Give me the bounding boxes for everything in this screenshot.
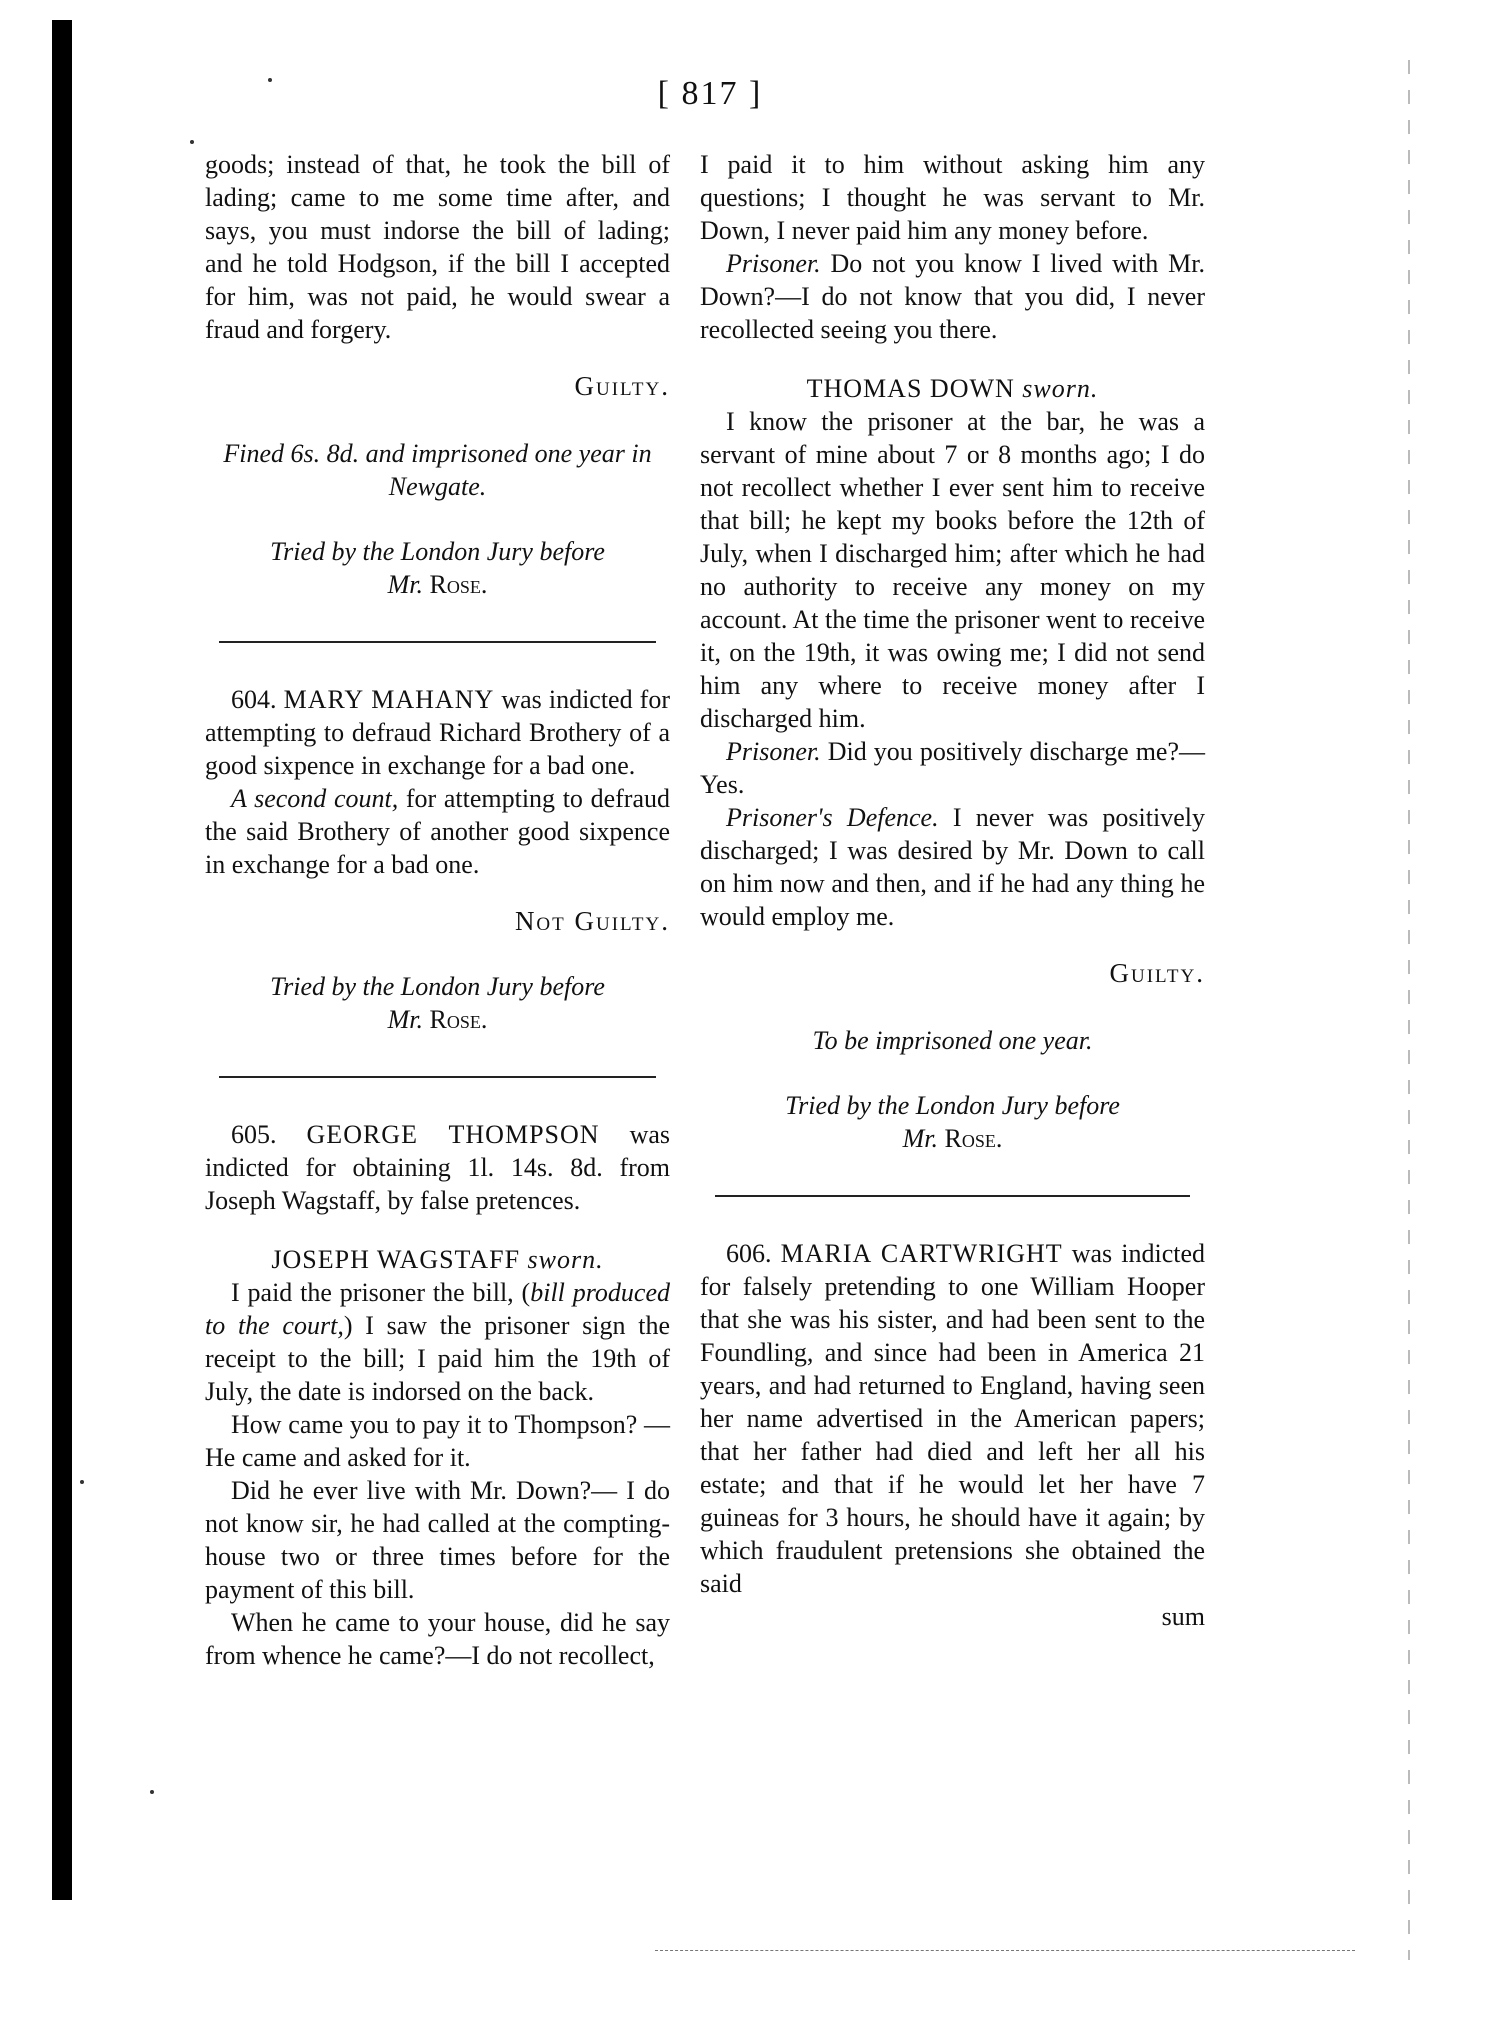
- catchword: sum: [1161, 1602, 1205, 1631]
- testimony-text: ) I saw the prisoner sign the receipt to the bill; I paid him the 19th of July, the date is indorsed on the back.: [205, 1311, 670, 1406]
- defendant-name: MARIA CARTWRIGHT: [780, 1239, 1063, 1268]
- testimony: How came you to pay it to Thompson? —He came and asked for it.: [205, 1410, 670, 1472]
- speaker-label: Prisoner's Defence.: [726, 803, 939, 832]
- right-column: [700, 148, 1205, 1633]
- print-speck: [190, 140, 194, 144]
- binding-shadow: [52, 20, 72, 1900]
- section-divider: [219, 1076, 656, 1078]
- witness-sworn: sworn.: [527, 1245, 604, 1274]
- second-count-text: for attempting to defraud the said Brothery of another good sixpence in exchange for a bad one.: [205, 784, 670, 879]
- case-605: [205, 1118, 670, 1217]
- verdict: Guilty.: [574, 371, 670, 401]
- prisoner-question: [700, 247, 1205, 346]
- judge-line: [700, 1122, 1205, 1155]
- testimony: [205, 1276, 670, 1408]
- judge-name: Rose.: [429, 1005, 488, 1034]
- judge-title: Mr.: [902, 1124, 939, 1153]
- verdict: Not Guilty.: [514, 906, 670, 936]
- judge-line: [205, 1003, 670, 1036]
- defendant-name: MARY MAHANY: [283, 685, 495, 714]
- witness-heading: [205, 1243, 670, 1276]
- print-speck: [268, 78, 272, 82]
- tried-before: [700, 1089, 1205, 1155]
- case-text: was indicted for attempting to defraud Richard Brothery of a good sixpence in exchange for a bad one.: [205, 685, 670, 780]
- testimony-text: Do not you know I lived with Mr. Down?—I do not know that you did, I never recollected seeing you there.: [700, 249, 1205, 344]
- witness-name: JOSEPH WAGSTAFF: [271, 1245, 521, 1274]
- judge-line: [205, 568, 670, 601]
- witness-name: THOMAS DOWN: [806, 374, 1015, 403]
- case-number: 606.: [726, 1239, 772, 1268]
- prisoner-question: [700, 735, 1205, 801]
- testimony-text: I paid the prisoner the bill, (: [231, 1278, 531, 1307]
- print-speck: [80, 1480, 84, 1484]
- witness-heading: [700, 372, 1205, 405]
- testimony: When he came to your house, did he say from whence he came?—I do not recollect,: [205, 1608, 670, 1670]
- tried-before: [205, 970, 670, 1036]
- case-text: was indicted for falsely pretending to one William Hooper that she was his sister, and had been sent to the Foundling, and since had been in America 21 years, and had returned to England, having seen her name advertised in the American papers; that her father had died and left her all his estate; and that if he would let her have 7 guineas for 3 hours, he should have it again; by which fraudulent pretensions she obtained the said: [700, 1239, 1205, 1598]
- prisoner-defence: [700, 801, 1205, 933]
- second-count-label: A second count,: [231, 784, 399, 813]
- tried-before: [205, 535, 670, 601]
- testimony: Did he ever live with Mr. Down?— I do not know sir, he had called at the compting-house two or three times before for the payment of this bill.: [205, 1476, 670, 1604]
- defendant-name: GEORGE THOMPSON: [306, 1120, 600, 1149]
- testimony: I know the prisoner at the bar, he was a servant of mine about 7 or 8 months ago; I do not recollect whether I ever sent him to receive that bill; he kept my books before the 12th of July, when I discharged him; after which he had no authority to receive any money on my account. At the time the prisoner went to receive it, on the 19th, it was owing me; I did not send him any where to receive money after I discharged him.: [700, 407, 1205, 733]
- section-divider: [715, 1195, 1190, 1197]
- judge-title: Mr.: [387, 570, 424, 599]
- judge-name: Rose.: [429, 570, 488, 599]
- section-divider: [219, 641, 656, 643]
- case-604: [205, 683, 670, 782]
- testimony-text: I never was positively discharged; I was desired by Mr. Down to call on him now and then, and if he had any thing he would employ me.: [700, 803, 1205, 931]
- testimony-italic: bill produced to the court,: [205, 1278, 670, 1340]
- witness-sworn: sworn.: [1022, 374, 1099, 403]
- judge-name: Rose.: [944, 1124, 1003, 1153]
- second-count: [205, 782, 670, 881]
- speaker-label: Prisoner.: [726, 249, 821, 278]
- case-number: 605.: [231, 1120, 277, 1149]
- sentence: Fined 6s. 8d. and imprisoned one year in Newgate.: [223, 439, 652, 501]
- testimony: I paid it to him without asking him any questions; I thought he was servant to Mr. Down, I never paid him any money before.: [700, 150, 1205, 245]
- page-number: [ 817 ]: [657, 75, 763, 112]
- tried-line: Tried by the London Jury before: [270, 972, 605, 1001]
- left-column: [205, 148, 670, 1672]
- case-606: [700, 1237, 1205, 1600]
- verdict: Guilty.: [1109, 958, 1205, 988]
- page-edge-shadow: [1408, 60, 1410, 1960]
- paragraph: goods; instead of that, he took the bill of lading; came to me some time after, and says, you must indorse the bill of lading; and he told Hodgson, if the bill I accepted for him, was not paid, he would swear a fraud and forgery.: [205, 150, 670, 344]
- print-speck: [150, 1790, 154, 1794]
- case-number: 604.: [231, 685, 277, 714]
- sentence: To be imprisoned one year.: [812, 1026, 1093, 1055]
- tried-line: Tried by the London Jury before: [785, 1091, 1120, 1120]
- bottom-dashed-line: [655, 1950, 1355, 1951]
- speaker-label: Prisoner.: [726, 737, 821, 766]
- case-text: was indicted for obtaining 1l. 14s. 8d. from Joseph Wagstaff, by false pretences.: [205, 1120, 671, 1215]
- tried-line: Tried by the London Jury before: [270, 537, 605, 566]
- judge-title: Mr.: [387, 1005, 424, 1034]
- testimony-text: Did you positively discharge me?—Yes.: [700, 737, 1205, 799]
